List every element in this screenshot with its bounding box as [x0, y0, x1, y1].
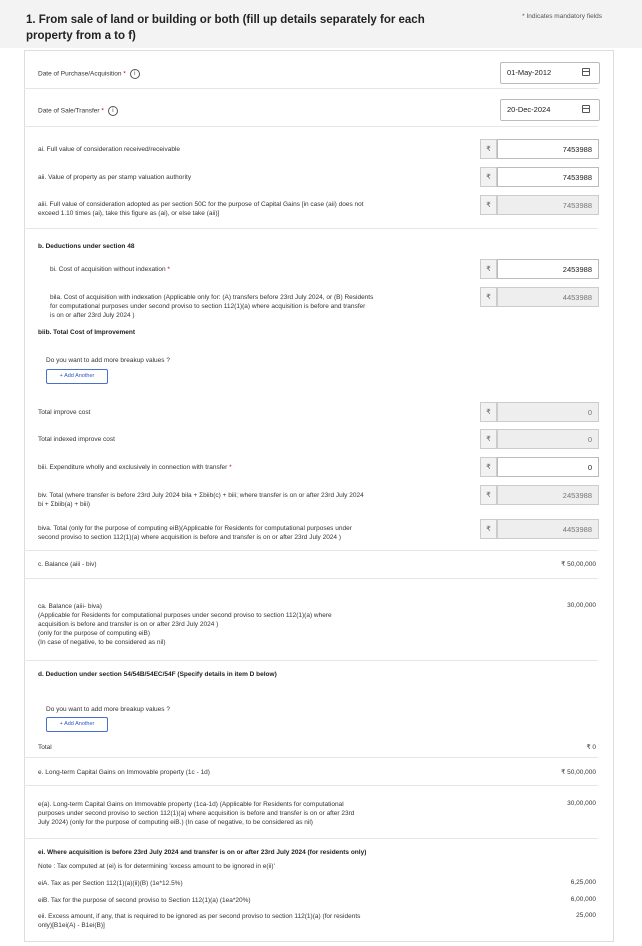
eiB-value: 6,00,000	[570, 896, 596, 903]
sale-date-value: 20-Dec-2024	[507, 105, 551, 114]
ea-label: e(a). Long-term Capital Gains on Immovable property (1ca-1d) (Applicable for Residents for computational purposes under second proviso to section 112(1)(a) where acquisition is before and transfer is on or after 23rd July 2024) (only for the purpose of computing eiB.) (In case of negative, to be considered as nil)	[38, 801, 355, 826]
divider	[24, 578, 598, 579]
biva-input: 4453988	[497, 519, 599, 539]
e-label: e. Long-term Capital Gains on Immovable property (1c - 1d)	[38, 769, 210, 776]
rupee-prefix: ₹	[480, 195, 497, 215]
rupee-prefix: ₹	[480, 429, 497, 449]
add-another-button[interactable]: + Add Another	[46, 717, 108, 732]
rupee-prefix: ₹	[480, 457, 497, 477]
bi-label: bi. Cost of acquisition without indexation *	[50, 266, 170, 273]
ca-value: 30,00,000	[567, 602, 596, 609]
total-value: ₹ 0	[586, 744, 596, 751]
calendar-icon[interactable]	[582, 105, 590, 113]
calendar-icon[interactable]	[582, 68, 590, 76]
aii-input[interactable]: 7453988	[497, 167, 599, 187]
purchase-date-value: 01-May-2012	[507, 68, 552, 77]
bi-input[interactable]: 2453988	[497, 259, 599, 279]
c-value: ₹ 50,00,000	[561, 561, 596, 568]
divider	[24, 838, 598, 839]
eiA-value: 6,25,000	[570, 879, 596, 886]
section-title: 1. From sale of land or building or both (fill up details separately for each property from a to f)	[26, 14, 425, 42]
ei-heading: ei. Where acquisition is before 23rd July 2024 and transfer is on or after 23rd July 2024 (for residents only)	[38, 849, 367, 856]
purchase-date-field[interactable]	[500, 62, 600, 84]
ei-note: Note : Tax computed at (ei) is for determining 'excess amount to be ignored in e(ii)'	[38, 863, 275, 870]
rupee-prefix: ₹	[480, 402, 497, 422]
info-icon[interactable]: i	[130, 69, 140, 79]
divider	[24, 88, 598, 89]
biv-label: biv. Total (where transfer is before 23rd July 2024 bila + Σbiib(c) + biii; where transfer is on or after 23rd July 2024 bi + Σbiib(a) + biii)	[38, 492, 364, 508]
aiii-label: aiii. Full value of consideration adopted as per section 50C for the purpose of Capital Gains [in case (aii) does not exceed 1.10 times (ai), take this figure as (ai), or else take (aii)]	[38, 201, 364, 217]
purchase-date-label: Date of Purchase/Acquisition * i	[38, 69, 140, 79]
e-value: ₹ 50,00,000	[561, 769, 596, 776]
ea-value: 30,00,000	[567, 800, 596, 807]
breakup-question: Do you want to add more breakup values ?	[46, 706, 170, 713]
rupee-prefix: ₹	[480, 167, 497, 187]
rupee-prefix: ₹	[480, 139, 497, 159]
rupee-prefix: ₹	[480, 519, 497, 539]
total-indexed-label: Total indexed improve cost	[38, 436, 115, 443]
rupee-prefix: ₹	[480, 259, 497, 279]
total-indexed-input: 0	[497, 429, 599, 449]
divider	[24, 660, 598, 661]
divider	[24, 757, 598, 758]
divider	[24, 550, 598, 551]
eiA-label: eiA. Tax as per Section 112(1)(a)(ii)(B) (1e*12.5%)	[38, 880, 183, 887]
sale-date-field[interactable]	[500, 99, 600, 121]
divider	[24, 785, 598, 786]
aii-label: aii. Value of property as per stamp valuation authority	[38, 174, 192, 181]
improvement-heading: biib. Total Cost of Improvement	[38, 329, 136, 336]
deductions-heading: b. Deductions under section 48	[38, 243, 135, 250]
ca-label: ca. Balance (aiii- biva) (Applicable for Residents for computational purposes under second proviso to section 112(1)(a) where acquisition is before and transfer is on or after 23rd July 2024 ) (only for the purpose of computing eiB) (In case of negative, to be considered as nil)	[38, 603, 332, 646]
divider	[24, 228, 598, 229]
total-improve-label: Total improve cost	[38, 409, 91, 416]
biva-label: biva. Total (only for the purpose of computing eiB)(Applicable for Residents for computational purposes under second proviso to section 112(1)(a) where acquisition is before and transfer is on or after 23rd July 2024 )	[38, 525, 352, 541]
mandatory-note: * Indicates mandatory fields	[522, 13, 602, 20]
bia-input: 4453988	[497, 287, 599, 307]
eii-label: eii. Excess amount, if any, that is required to be ignored as per second proviso to section 112(1)(a) (for residents only)[B1ei(A) - B1ei(B)]	[38, 913, 361, 929]
add-another-button[interactable]: + Add Another	[46, 369, 108, 384]
biii-input[interactable]: 0	[497, 457, 599, 477]
aiii-input: 7453988	[497, 195, 599, 215]
sale-date-label: Date of Sale/Transfer * i	[38, 106, 118, 116]
info-icon[interactable]: i	[108, 106, 118, 116]
divider	[24, 126, 598, 127]
total-label: Total	[38, 744, 52, 751]
d-heading: d. Deduction under section 54/54B/54EC/54F (Specify details in item D below)	[38, 671, 277, 678]
total-improve-input: 0	[497, 402, 599, 422]
c-label: c. Balance (aiii - biv)	[38, 561, 97, 568]
ai-input[interactable]: 7453988	[497, 139, 599, 159]
biv-input: 2453988	[497, 485, 599, 505]
section-header	[0, 0, 642, 48]
biii-label: biii. Expenditure wholly and exclusively in connection with transfer *	[38, 464, 232, 471]
breakup-question: Do you want to add more breakup values ?	[46, 357, 170, 364]
bia-label: bila. Cost of acquisition with indexation (Applicable only for: (A) transfers before 23rd July 2024, or (B) Residents for computational purposes under second proviso to section 112(1)(a) where acquisition is before and transfer is on or after 23rd July 2024 )	[50, 294, 374, 319]
ai-label: ai. Full value of consideration received/receivable	[38, 146, 180, 153]
eiB-label: eiB. Tax for the purpose of second proviso to Section 112(1)(a) (1ea*20%)	[38, 897, 251, 904]
eii-value: 25,000	[576, 912, 596, 919]
rupee-prefix: ₹	[480, 485, 497, 505]
rupee-prefix: ₹	[480, 287, 497, 307]
